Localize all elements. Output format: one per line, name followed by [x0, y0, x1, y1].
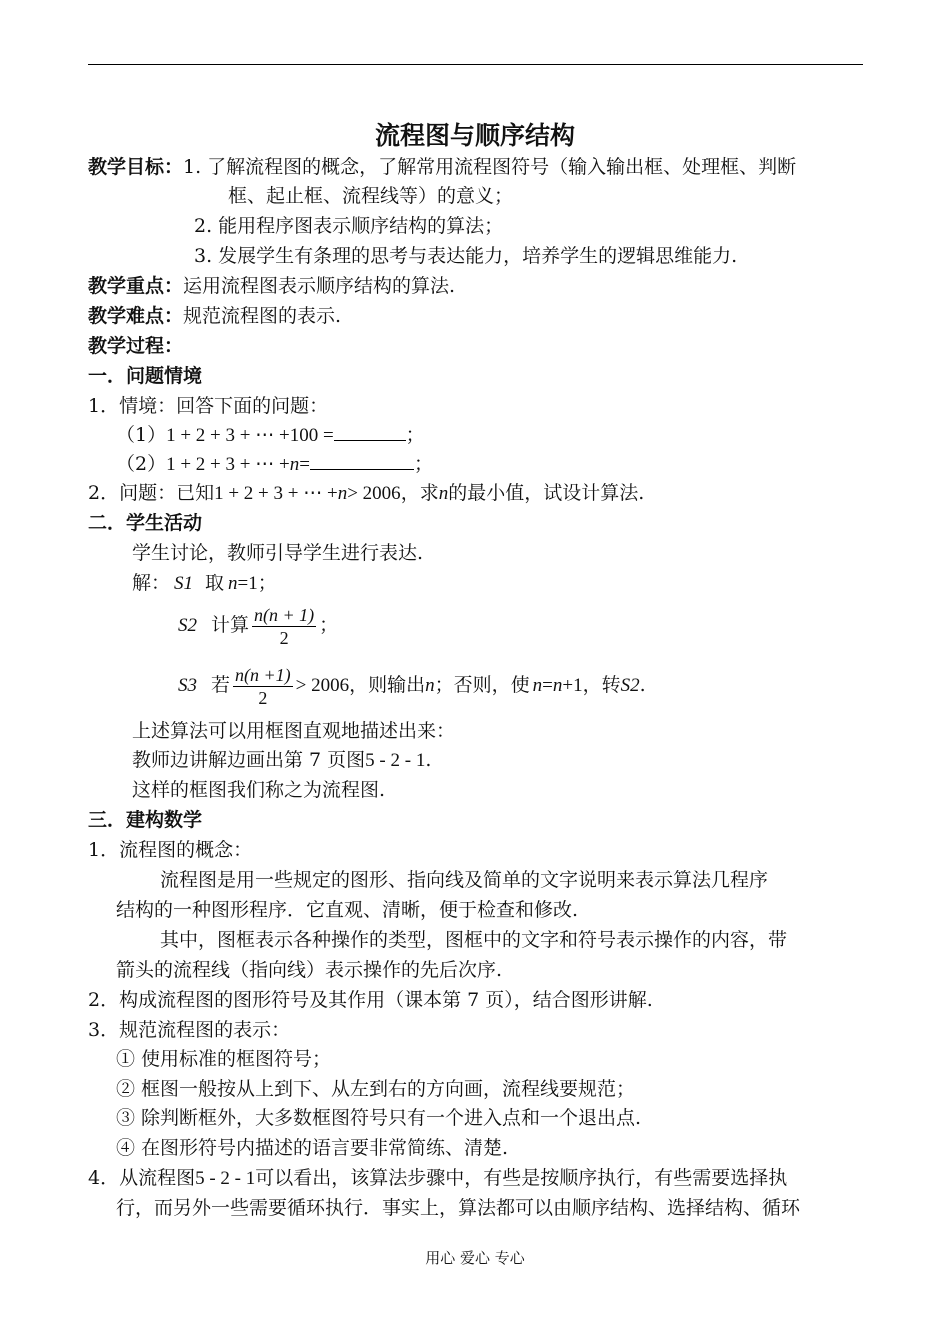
question-2: [88, 481, 644, 506]
s3-numerator: n(n +1): [235, 664, 291, 685]
s3-denominator: 2: [258, 687, 268, 708]
objectives-label: 教学目标：: [88, 156, 184, 178]
q1a-expression: 1 + 2 + 3 + ⋯ +100 =: [166, 425, 334, 446]
step-s3: S3: [178, 675, 197, 696]
q1b-expression-pre: 1 + 2 + 3 + ⋯ +: [166, 454, 290, 475]
s3-eq: =: [542, 675, 553, 696]
q2-var: n: [337, 483, 348, 504]
s3-mid2: ；否则，使: [434, 674, 530, 696]
q2-post: 的最小值，试设计算法.: [448, 482, 645, 504]
line-b-end: .: [425, 749, 432, 771]
student-intro: 学生讨论，教师引导学生进行表达.: [132, 542, 424, 564]
q1b-expression-post: =: [299, 454, 310, 475]
process-label: 教学过程：: [88, 335, 184, 357]
s2-numerator: n(n + 1): [254, 604, 315, 625]
norms-heading: 3．规范流程图的表示：: [88, 1019, 291, 1041]
p4-post: 可以看出，该算法步骤中，有些是按顺序执行，有些需要选择执: [255, 1167, 788, 1189]
p4-pre: 4．从流程图: [88, 1167, 196, 1189]
concept-line-b: 结构的一种图形程序．它直观、清晰，便于检查和修改.: [116, 899, 579, 921]
question-1a: [116, 423, 425, 448]
section-1-heading: 一．问题情境: [88, 365, 203, 387]
s1-var: n: [228, 573, 238, 594]
s3-text: 若: [211, 674, 231, 696]
s2-denominator: 2: [279, 627, 289, 648]
q2-mid: ，求: [400, 482, 439, 504]
s3-var: n: [425, 675, 435, 696]
question-1b: [116, 452, 433, 477]
q1a-label: （1）: [116, 424, 167, 446]
step-s2: S2: [178, 615, 197, 636]
page-title: 流程图与顺序结构: [374, 121, 575, 150]
q2-var2: n: [438, 483, 449, 504]
objective-1a: 1. 了解流程图的概念，了解常用流程图符号（输入输出框、处理框、判断: [183, 156, 797, 178]
section-2-heading: 二．学生活动: [88, 512, 203, 534]
difficulty-text: 规范流程图的表示.: [183, 305, 342, 327]
solution-step-3: [178, 660, 646, 711]
s3-goto: S2: [620, 675, 640, 696]
s1-text: 取: [205, 572, 225, 594]
norm-3: ③ 除判断框外，大多数框图符号只有一个进入点和一个退出点.: [116, 1107, 642, 1129]
concept-line-c: 其中，图框表示各种操作的类型，图框中的文字和符号表示操作的内容，带: [160, 929, 788, 951]
key-point-text: 运用流程图表示顺序结构的算法.: [183, 275, 456, 297]
q1b-label: （2）: [116, 453, 167, 475]
difficulty: [88, 304, 341, 328]
section-3-heading: 三．建构数学: [88, 809, 203, 831]
line-b-figure: 5 - 2 - 1: [365, 750, 426, 771]
objective-1b: 框、起止框、流程线等）的意义；: [228, 185, 514, 207]
q1b-semicolon: ；: [413, 453, 433, 475]
s3-var2: n: [532, 675, 543, 696]
answer-blank-1: [334, 426, 406, 441]
question-1: 1．情境：回答下面的问题：: [88, 395, 329, 417]
concept-line-a: 流程图是用一些规定的图形、指向线及简单的文字说明来表示算法几程序: [160, 869, 769, 891]
key-point-label: 教学重点：: [88, 275, 184, 297]
point-4-line-b: 行，而另外一些需要循环执行．事实上，算法都可以由顺序结构、选择结构、循环: [116, 1197, 801, 1219]
answer-blank-2: [310, 455, 414, 470]
q1b-var-n: n: [289, 454, 300, 475]
norm-2: ② 框图一般按从上到下、从左到右的方向画，流程线要规范；: [116, 1078, 636, 1100]
s3-fraction: [233, 664, 293, 709]
norm-1: ① 使用标准的框图符号；: [116, 1048, 332, 1070]
objective-2: 2. 能用程序图表示顺序结构的算法；: [194, 215, 504, 237]
concept-line-d: 箭头的流程线（指向线）表示操作的先后次序.: [116, 959, 503, 981]
norm-4: ④ 在图形符号内描述的语言要非常简练、清楚.: [116, 1137, 509, 1159]
s1-expr: =1；: [237, 573, 277, 594]
s2-fraction: [252, 604, 316, 649]
s3-compare: > 2006: [295, 675, 350, 696]
q1a-semicolon: ；: [405, 424, 425, 446]
key-point: [88, 274, 455, 298]
activity-line-a: 上述算法可以用框图直观地描述出来：: [132, 720, 456, 742]
difficulty-label: 教学难点：: [88, 305, 184, 327]
objectives-line-1: [88, 155, 796, 179]
p4-figure: 5 - 2 - 1: [195, 1168, 256, 1189]
solution-step-2: [178, 600, 338, 651]
s2-end: ；: [319, 614, 339, 636]
solution-step-1: [132, 571, 277, 596]
line-b-pre: 教师边讲解边画出第 7 页图: [132, 749, 366, 771]
s2-text: 计算: [211, 614, 250, 636]
s3-mid1: ，则输出: [349, 674, 426, 696]
page-footer: 用心 爱心 专心: [425, 1249, 525, 1267]
q2-expr-post: > 2006: [347, 483, 401, 504]
header-rule: [88, 64, 863, 65]
activity-line-c: 这样的框图我们称之为流程图.: [132, 779, 386, 801]
objective-3: 3. 发展学生有条理的思考与表达能力，培养学生的逻辑思维能力.: [194, 245, 738, 267]
point-4-line-a: [88, 1166, 787, 1191]
solution-label: 解：: [132, 572, 171, 594]
activity-line-b: [132, 748, 431, 773]
symbols-line: 2．构成流程图的图形符号及其作用（课本第 7 页），结合图形讲解.: [88, 989, 653, 1011]
q2-expr-pre: 1 + 2 + 3 + ⋯ +: [214, 483, 338, 504]
s3-end: .: [639, 674, 646, 696]
q2-pre: 2．问题：已知: [88, 482, 215, 504]
concept-heading: 1．流程图的概念：: [88, 839, 253, 861]
step-s1: S1: [174, 573, 194, 594]
s3-plus-one: +1: [562, 675, 583, 696]
s3-var3: n: [552, 675, 563, 696]
s3-mid3: ，转: [582, 674, 621, 696]
